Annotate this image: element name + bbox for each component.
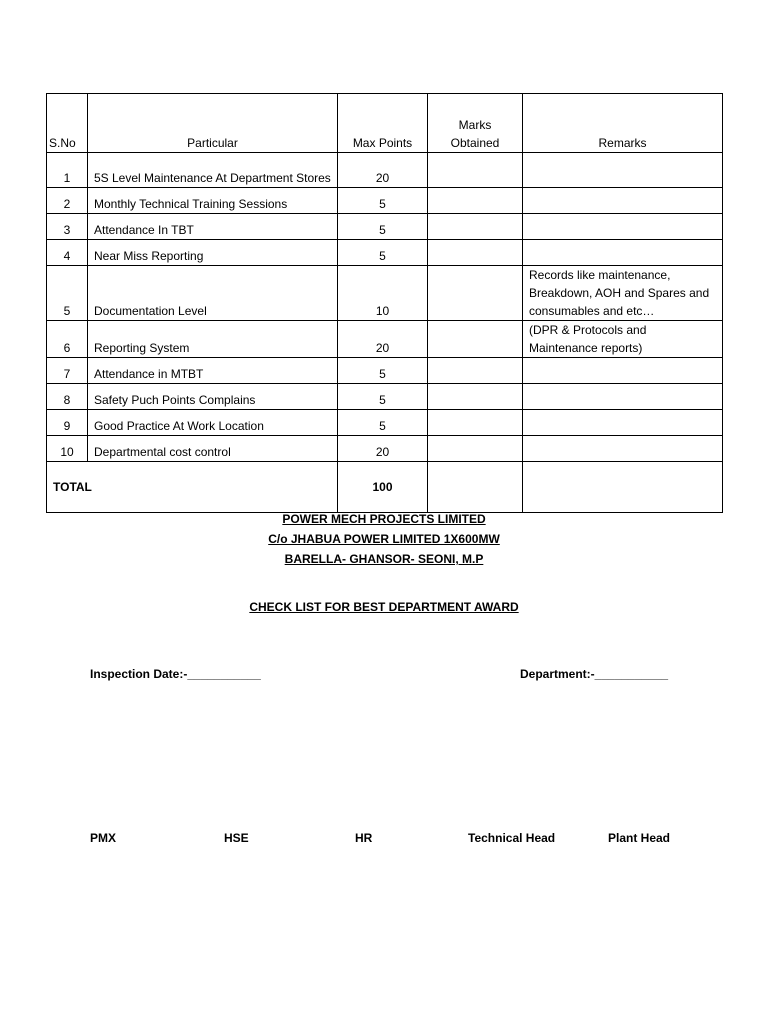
total-label: TOTAL: [47, 462, 338, 513]
table-header-row: [47, 94, 723, 153]
row-max-points: 5: [338, 410, 428, 436]
row-sno: 5: [47, 266, 88, 321]
row-max-points: 20: [338, 436, 428, 462]
table-row: [47, 321, 723, 358]
header-max-points: Max Points: [338, 94, 428, 153]
row-sno: 3: [47, 214, 88, 240]
total-row: [47, 462, 723, 513]
inspection-date-field: Inspection Date:-___________: [90, 667, 261, 681]
row-max-points: 5: [338, 358, 428, 384]
row-remarks: [523, 384, 723, 410]
row-max-points: 20: [338, 321, 428, 358]
award-title: CHECK LIST FOR BEST DEPARTMENT AWARD: [249, 600, 519, 614]
table-row: [47, 266, 723, 321]
row-sno: 7: [47, 358, 88, 384]
row-remarks: [523, 410, 723, 436]
row-particular: Documentation Level: [88, 266, 338, 321]
header-particular: Particular: [88, 94, 338, 153]
table-row: [47, 153, 723, 188]
row-marks-obtained[interactable]: [428, 321, 523, 358]
signatory-technical-head: Technical Head: [468, 831, 556, 845]
row-marks-obtained[interactable]: [428, 358, 523, 384]
signatory-hr: HR: [355, 831, 373, 845]
row-marks-obtained[interactable]: [428, 188, 523, 214]
row-particular: Attendance in MTBT: [88, 358, 338, 384]
signatory-hse: HSE: [224, 831, 249, 845]
table-row: [47, 188, 723, 214]
row-remarks: [523, 214, 723, 240]
row-sno: 4: [47, 240, 88, 266]
row-marks-obtained[interactable]: [428, 240, 523, 266]
row-particular: Reporting System: [88, 321, 338, 358]
row-sno: 8: [47, 384, 88, 410]
row-marks-obtained[interactable]: [428, 266, 523, 321]
row-remarks: [523, 436, 723, 462]
row-sno: 2: [47, 188, 88, 214]
row-particular: Attendance In TBT: [88, 214, 338, 240]
company-header: [0, 509, 768, 569]
row-remarks: [523, 240, 723, 266]
total-value: 100: [338, 462, 428, 513]
checklist-table: [46, 93, 723, 513]
signatory-plant-head: Plant Head: [608, 831, 671, 845]
department-field: Department:-___________: [520, 667, 669, 681]
total-remarks: [523, 462, 723, 513]
row-max-points: 5: [338, 384, 428, 410]
table-row: [47, 410, 723, 436]
row-marks-obtained[interactable]: [428, 214, 523, 240]
row-particular: 5S Level Maintenance At Department Stores: [88, 153, 338, 188]
table-row: [47, 240, 723, 266]
signatory-pmx: PMX: [90, 831, 117, 845]
row-sno: 6: [47, 321, 88, 358]
row-remarks: [523, 358, 723, 384]
row-marks-obtained[interactable]: [428, 436, 523, 462]
row-particular: Near Miss Reporting: [88, 240, 338, 266]
row-remarks: Records like maintenance, Breakdown, AOH and Spares and consumables and etc…: [523, 266, 723, 321]
row-particular: Monthly Technical Training Sessions: [88, 188, 338, 214]
header-sno: S.No: [47, 94, 88, 153]
total-marks-obtained[interactable]: [428, 462, 523, 513]
row-marks-obtained[interactable]: [428, 384, 523, 410]
table-row: [47, 384, 723, 410]
header-remarks: Remarks: [523, 94, 723, 153]
row-particular: Safety Puch Points Complains: [88, 384, 338, 410]
company-name: POWER MECH PROJECTS LIMITED: [282, 512, 486, 526]
table-row: [47, 436, 723, 462]
row-particular: Departmental cost control: [88, 436, 338, 462]
row-max-points: 5: [338, 188, 428, 214]
row-remarks: (DPR & Protocols and Maintenance reports): [523, 321, 723, 358]
row-sno: 1: [47, 153, 88, 188]
row-marks-obtained[interactable]: [428, 153, 523, 188]
row-max-points: 20: [338, 153, 428, 188]
row-remarks: [523, 188, 723, 214]
table-row: [47, 358, 723, 384]
location: BARELLA- GHANSOR- SEONI, M.P: [284, 552, 484, 566]
header-marks-obtained: Marks Obtained: [428, 94, 523, 153]
row-particular: Good Practice At Work Location: [88, 410, 338, 436]
client-name: C/o JHABUA POWER LIMITED 1X600MW: [268, 532, 500, 546]
row-max-points: 10: [338, 266, 428, 321]
row-marks-obtained[interactable]: [428, 410, 523, 436]
row-max-points: 5: [338, 240, 428, 266]
row-max-points: 5: [338, 214, 428, 240]
row-sno: 10: [47, 436, 88, 462]
table-row: [47, 214, 723, 240]
row-sno: 9: [47, 410, 88, 436]
row-remarks: [523, 153, 723, 188]
